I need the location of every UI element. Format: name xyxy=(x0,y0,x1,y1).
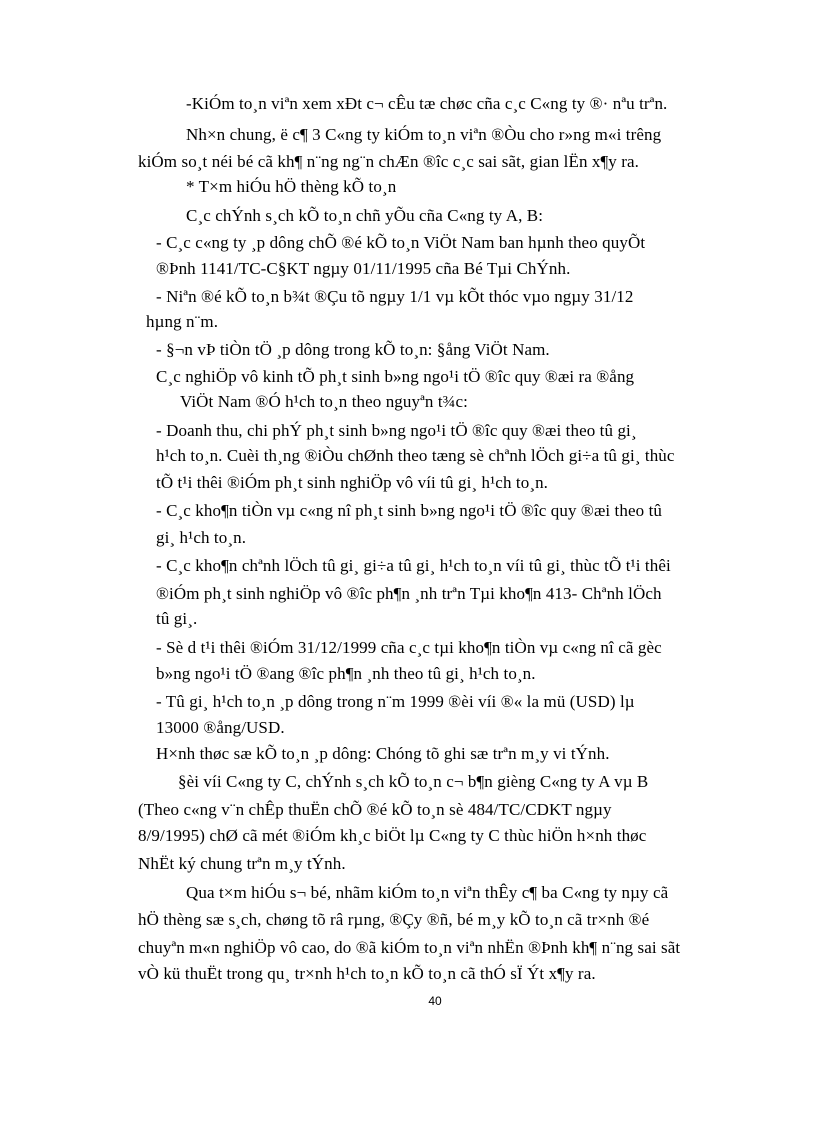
text-line: * T×m hiÓu hÖ thèng kÕ to¸n xyxy=(186,177,397,196)
text-line: hµng n¨m. xyxy=(146,312,219,331)
text-line: - C¸c c«ng ty ¸p dông chÕ ®é kÕ to¸n ViÖt Nam ban hµnh theo quyÕt xyxy=(156,233,646,252)
text-line: tû gi¸. xyxy=(156,609,198,628)
text-line: -KiÓm to¸n viªn xem xÐt c¬ cÊu tæ chøc cña c¸c C«ng ty ®· nªu trªn. xyxy=(186,94,668,113)
text-line: 8/9/1995) chØ cã mét ®iÓm kh¸c biÖt lµ C«ng ty C thùc hiÖn h×nh thøc xyxy=(138,826,647,845)
text-line: kiÓm so¸t néi bé cã kh¶ n¨ng ng¨n chÆn ®îc c¸c sai sãt, gian lËn x¶y ra. xyxy=(138,152,640,171)
text-line: ViÖt Nam ®Ó h¹ch to¸n theo nguyªn t¾c: xyxy=(180,392,468,411)
text-line: 13000 ®ång/USD. xyxy=(156,718,285,737)
text-line: - Tû gi¸ h¹ch to¸n ¸p dông trong n¨m 1999 ®èi víi ®« la mü (USD) lµ xyxy=(156,692,635,711)
text-line: - Sè d t¹i thêi ®iÓm 31/12/1999 cña c¸c tµi kho¶n tiÒn vµ c«ng nî cã gèc xyxy=(156,638,662,657)
text-line: h¹ch to¸n. Cuèi th¸ng ®iÒu chØnh theo tæng sè chªnh lÖch gi÷a tû gi¸ thùc xyxy=(156,446,675,465)
text-line: gi¸ h¹ch to¸n. xyxy=(156,528,247,547)
text-line: Nh×n chung, ë c¶ 3 C«ng ty kiÓm to¸n viªn ®Òu cho r»ng m«i trêng xyxy=(186,125,662,144)
text-line: (Theo c«ng v¨n chÊp thuËn chÕ ®é kÕ to¸n sè 484/TC/CDKT ngµy xyxy=(138,800,612,819)
text-line: - §¬n vÞ tiÒn tÖ ¸p dông trong kÕ to¸n: §ång ViÖt Nam. xyxy=(156,340,550,359)
text-line: C¸c nghiÖp vô kinh tÕ ph¸t sinh b»ng ngo¹i tÖ ®îc quy ®æi ra ®ång xyxy=(156,367,635,386)
text-line: chuyªn m«n nghiÖp vô cao, do ®ã kiÓm to¸n viªn nhËn ®Þnh kh¶ n¨ng sai sãt xyxy=(138,938,681,957)
text-line: NhËt ký chung trªn m¸y tÝnh. xyxy=(138,854,346,873)
text-line: hÖ thèng sæ s¸ch, chøng tõ râ rµng, ®Çy ®ñ, bé m¸y kÕ to¸n cã tr×nh ®é xyxy=(138,910,650,929)
text-line: vÒ kü thuËt trong qu¸ tr×nh h¹ch to¸n kÕ to¸n cã thÓ sÏ Ýt x¶y ra. xyxy=(138,964,596,983)
text-line: §èi víi C«ng ty C, chÝnh s¸ch kÕ to¸n c¬ b¶n gièng C«ng ty A vµ B xyxy=(178,772,649,791)
text-line: - Doanh thu, chi phÝ ph¸t sinh b»ng ngo¹i tÖ ®îc quy ®æi theo tû gi¸ xyxy=(156,421,637,440)
text-line: H×nh thøc sæ kÕ to¸n ¸p dông: Chóng tõ ghi sæ trªn m¸y vi tÝnh. xyxy=(156,744,610,763)
text-line: ®iÓm ph¸t sinh nghiÖp vô ®îc ph¶n ¸nh trªn Tµi kho¶n 413- Chªnh lÖch xyxy=(156,584,662,603)
text-line: Qua t×m hiÓu s¬ bé, nhãm kiÓm to¸n viªn thÊy c¶ ba C«ng ty nµy cã xyxy=(186,883,669,902)
text-line: b»ng ngo¹i tÖ ®ang ®îc ph¶n ¸nh theo tû gi¸ h¹ch to¸n. xyxy=(156,664,536,683)
page-number: 40 xyxy=(428,994,442,1008)
text-line: - Niªn ®é kÕ to¸n b¾t ®Çu tõ ngµy 1/1 vµ kÕt thóc vµo ngµy 31/12 xyxy=(156,287,634,306)
text-line: tÕ t¹i thêi ®iÓm ph¸t sinh nghiÖp vô víi tû gi¸ h¹ch to¸n. xyxy=(156,473,549,492)
text-line: - C¸c kho¶n chªnh lÖch tû gi¸ gi÷a tû gi¸ h¹ch to¸n víi tû gi¸ thùc tÕ t¹i thêi xyxy=(156,556,671,575)
text-line: - C¸c kho¶n tiÒn vµ c«ng nî ph¸t sinh b»ng ngo¹i tÖ ®îc quy ®æi theo tû xyxy=(156,501,662,520)
text-line: C¸c chÝnh s¸ch kÕ to¸n chñ yÕu cña C«ng ty A, B: xyxy=(186,206,544,225)
text-line: ®Þnh 1141/TC-C§KT ngµy 01/11/1995 cña Bé Tµi ChÝnh. xyxy=(156,259,571,278)
